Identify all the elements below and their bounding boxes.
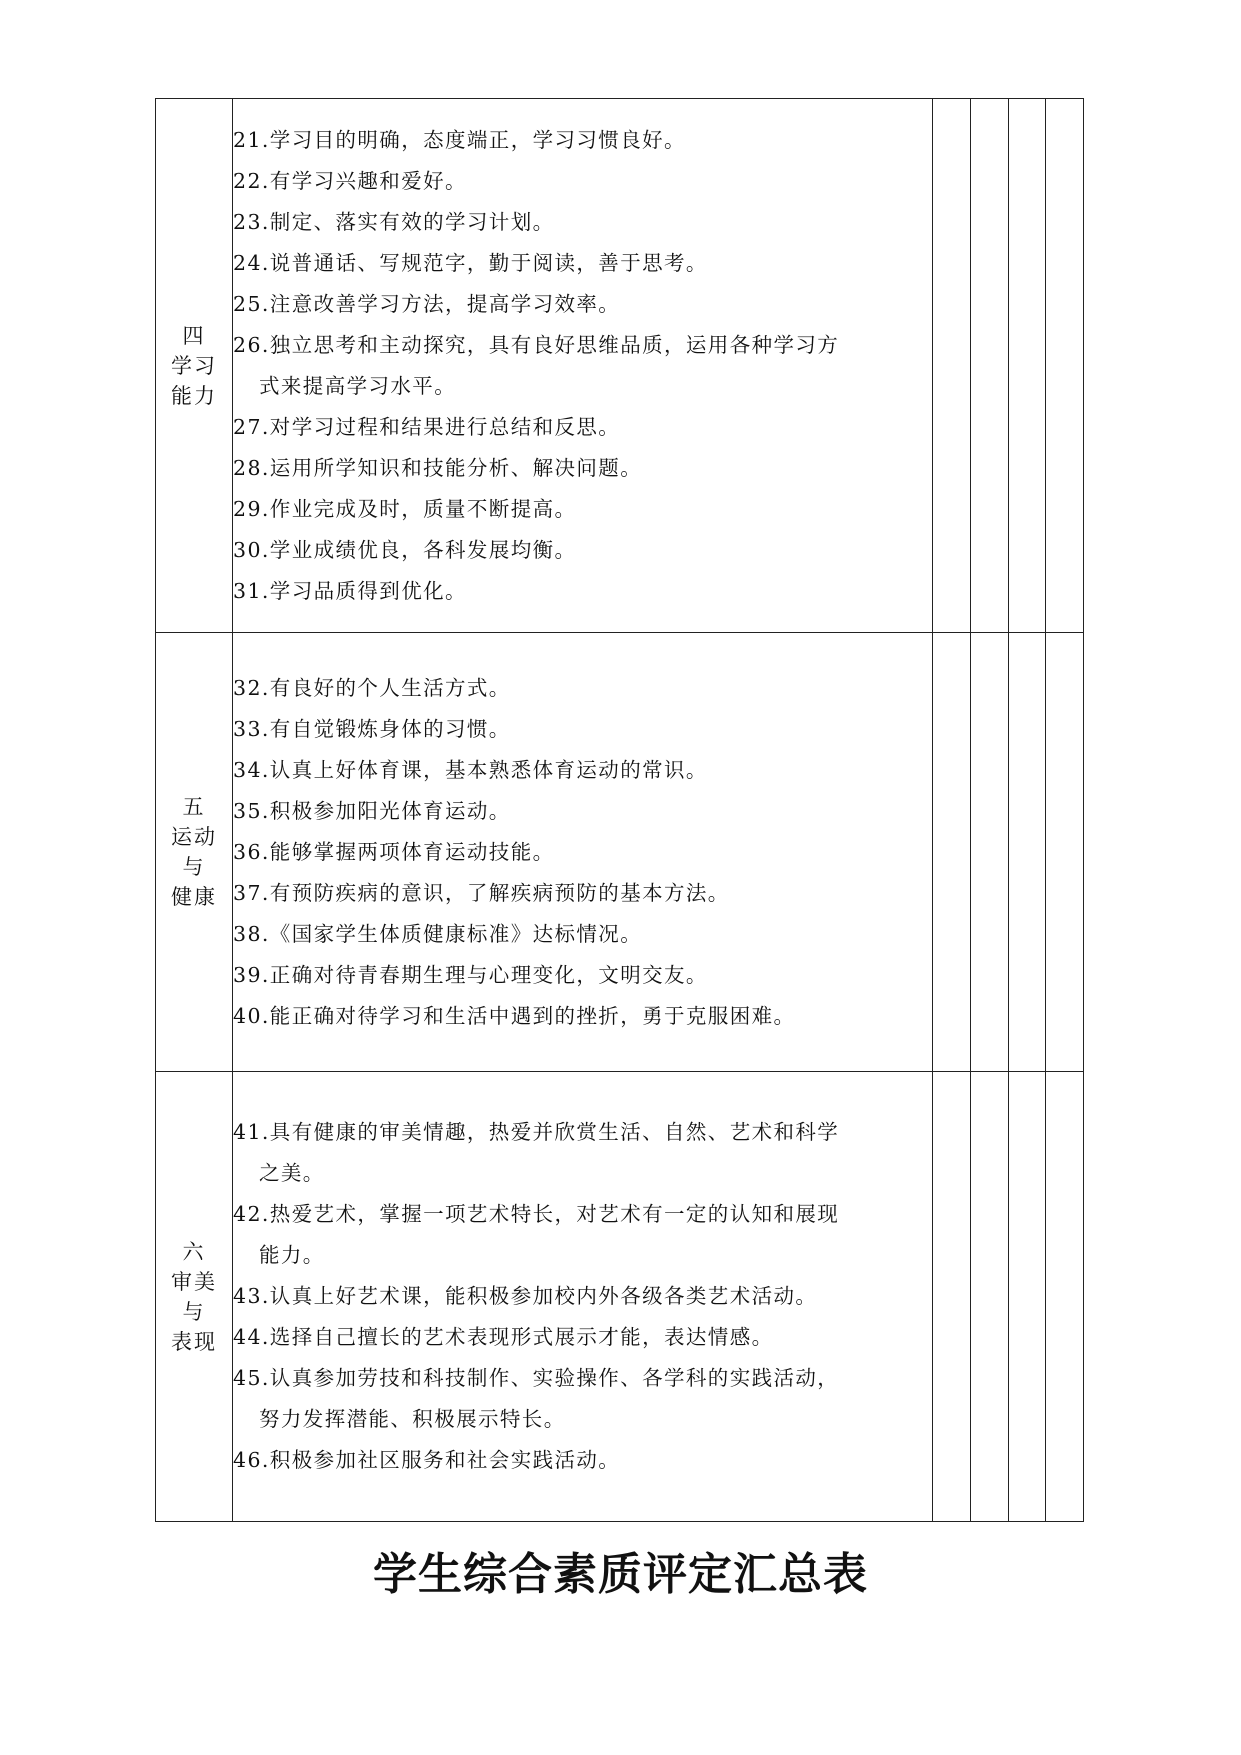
score-cell[interactable] xyxy=(933,1072,971,1522)
criterion-text: 44.选择自己擅长的艺术表现形式展示才能，表达情感。 xyxy=(233,1325,774,1349)
criterion-item xyxy=(233,530,932,571)
category-label-line: 审美 xyxy=(171,1269,217,1294)
criterion-item xyxy=(233,161,932,202)
criterion-text: 34.认真上好体育课，基本熟悉体育运动的常识。 xyxy=(233,757,708,782)
criterion-item xyxy=(233,873,932,914)
summary-table-title: 学生综合素质评定汇总表 xyxy=(373,1549,868,1600)
score-cell[interactable] xyxy=(933,633,971,1072)
criterion-text: 31.学习品质得到优化。 xyxy=(233,578,467,603)
criterion-text: 26.独立思考和主动探究，具有良好思维品质，运用各种学习方 xyxy=(233,332,840,357)
score-cell[interactable] xyxy=(1008,633,1046,1072)
criterion-text: 39.正确对待青春期生理与心理变化，文明交友。 xyxy=(233,962,708,987)
score-cell[interactable] xyxy=(1046,1072,1084,1522)
criterion-item xyxy=(233,955,932,996)
criterion-item xyxy=(233,325,932,407)
section-row xyxy=(156,99,1084,633)
criterion-text: 28.运用所学知识和技能分析、解决问题。 xyxy=(233,455,643,480)
criterion-text: 23.制定、落实有效的学习计划。 xyxy=(233,209,555,234)
category-label-line: 运动 xyxy=(171,825,217,849)
evaluation-table xyxy=(155,98,1084,1522)
criterion-text: 36.能够掌握两项体育运动技能。 xyxy=(233,839,555,864)
criterion-text: 38.《国家学生体质健康标准》达标情况。 xyxy=(233,921,643,946)
category-label-line: 与 xyxy=(182,855,206,879)
criterion-text: 22.有学习兴趣和爱好。 xyxy=(233,168,467,193)
criteria-cell xyxy=(233,633,933,1072)
evaluation-sheet xyxy=(155,98,1083,1522)
criterion-item xyxy=(233,1317,932,1358)
category-label-line: 五 xyxy=(182,795,206,819)
criterion-text: 37.有预防疾病的意识，了解疾病预防的基本方法。 xyxy=(233,880,730,905)
score-cell[interactable] xyxy=(1008,1072,1046,1522)
criterion-item xyxy=(233,1358,932,1440)
category-label-line: 健康 xyxy=(171,885,217,909)
section-row xyxy=(156,633,1084,1072)
criteria-cell xyxy=(233,1072,933,1522)
criterion-text: 40.能正确对待学习和生活中遇到的挫折，勇于克服困难。 xyxy=(233,1003,796,1028)
criterion-item xyxy=(233,243,932,284)
criterion-item xyxy=(233,832,932,873)
criterion-text: 25.注意改善学习方法，提高学习效率。 xyxy=(233,291,621,316)
criterion-item xyxy=(233,750,932,791)
category-label-line: 学习 xyxy=(171,353,217,378)
category-cell xyxy=(156,1072,233,1522)
score-cell[interactable] xyxy=(933,99,971,633)
criterion-text: 35.积极参加阳光体育运动。 xyxy=(233,798,511,823)
category-label-line: 六 xyxy=(182,1239,206,1264)
criterion-text: 24.说普通话、写规范字，勤于阅读，善于思考。 xyxy=(233,250,708,275)
category-label-line: 表现 xyxy=(171,1329,217,1354)
criterion-text: 30.学业成绩优良，各科发展均衡。 xyxy=(233,537,577,562)
criterion-item xyxy=(233,996,932,1037)
category-label-line: 与 xyxy=(182,1299,206,1324)
criterion-item xyxy=(233,489,932,530)
criterion-text: 45.认真参加劳技和科技制作、实验操作、各学科的实践活动， xyxy=(233,1366,840,1390)
criterion-item xyxy=(233,202,932,243)
criterion-item xyxy=(233,791,932,832)
category-cell xyxy=(156,99,233,633)
criterion-item xyxy=(233,120,932,161)
score-cell[interactable] xyxy=(1046,99,1084,633)
criterion-item xyxy=(233,284,932,325)
score-cell[interactable] xyxy=(970,1072,1008,1522)
criterion-item xyxy=(233,1276,932,1317)
criterion-item xyxy=(233,709,932,750)
score-cell[interactable] xyxy=(970,99,1008,633)
criterion-text-continued: 式来提高学习水平。 xyxy=(259,373,457,398)
criterion-item xyxy=(233,1194,932,1276)
criterion-text: 21.学习目的明确，态度端正，学习习惯良好。 xyxy=(233,127,686,152)
criterion-text: 27.对学习过程和结果进行总结和反思。 xyxy=(233,414,621,439)
criterion-item xyxy=(233,1112,932,1194)
criterion-item xyxy=(233,914,932,955)
criterion-item xyxy=(233,1440,932,1481)
criterion-item xyxy=(233,407,932,448)
score-cell[interactable] xyxy=(970,633,1008,1072)
score-cell[interactable] xyxy=(1008,99,1046,633)
criterion-text-continued: 能力。 xyxy=(259,1243,325,1267)
category-label-line: 四 xyxy=(182,323,206,348)
criterion-text-continued: 努力发挥潜能、积极展示特长。 xyxy=(259,1407,566,1431)
criterion-item xyxy=(233,571,932,612)
criterion-text: 33.有自觉锻炼身体的习惯。 xyxy=(233,716,511,741)
category-cell xyxy=(156,633,233,1072)
section-row xyxy=(156,1072,1084,1522)
criterion-text-continued: 之美。 xyxy=(259,1161,325,1185)
criterion-text: 42.热爱艺术，掌握一项艺术特长，对艺术有一定的认知和展现 xyxy=(233,1202,840,1226)
criterion-item xyxy=(233,448,932,489)
criterion-text: 46.积极参加社区服务和社会实践活动。 xyxy=(233,1448,621,1472)
criterion-text: 32.有良好的个人生活方式。 xyxy=(233,675,511,700)
criterion-text: 43.认真上好艺术课，能积极参加校内外各级各类艺术活动。 xyxy=(233,1284,818,1308)
criterion-item xyxy=(233,668,932,709)
criterion-text: 29.作业完成及时，质量不断提高。 xyxy=(233,496,577,521)
criteria-cell xyxy=(233,99,933,633)
category-label-line: 能力 xyxy=(171,383,217,408)
score-cell[interactable] xyxy=(1046,633,1084,1072)
criterion-text: 41.具有健康的审美情趣，热爱并欣赏生活、自然、艺术和科学 xyxy=(233,1120,840,1144)
